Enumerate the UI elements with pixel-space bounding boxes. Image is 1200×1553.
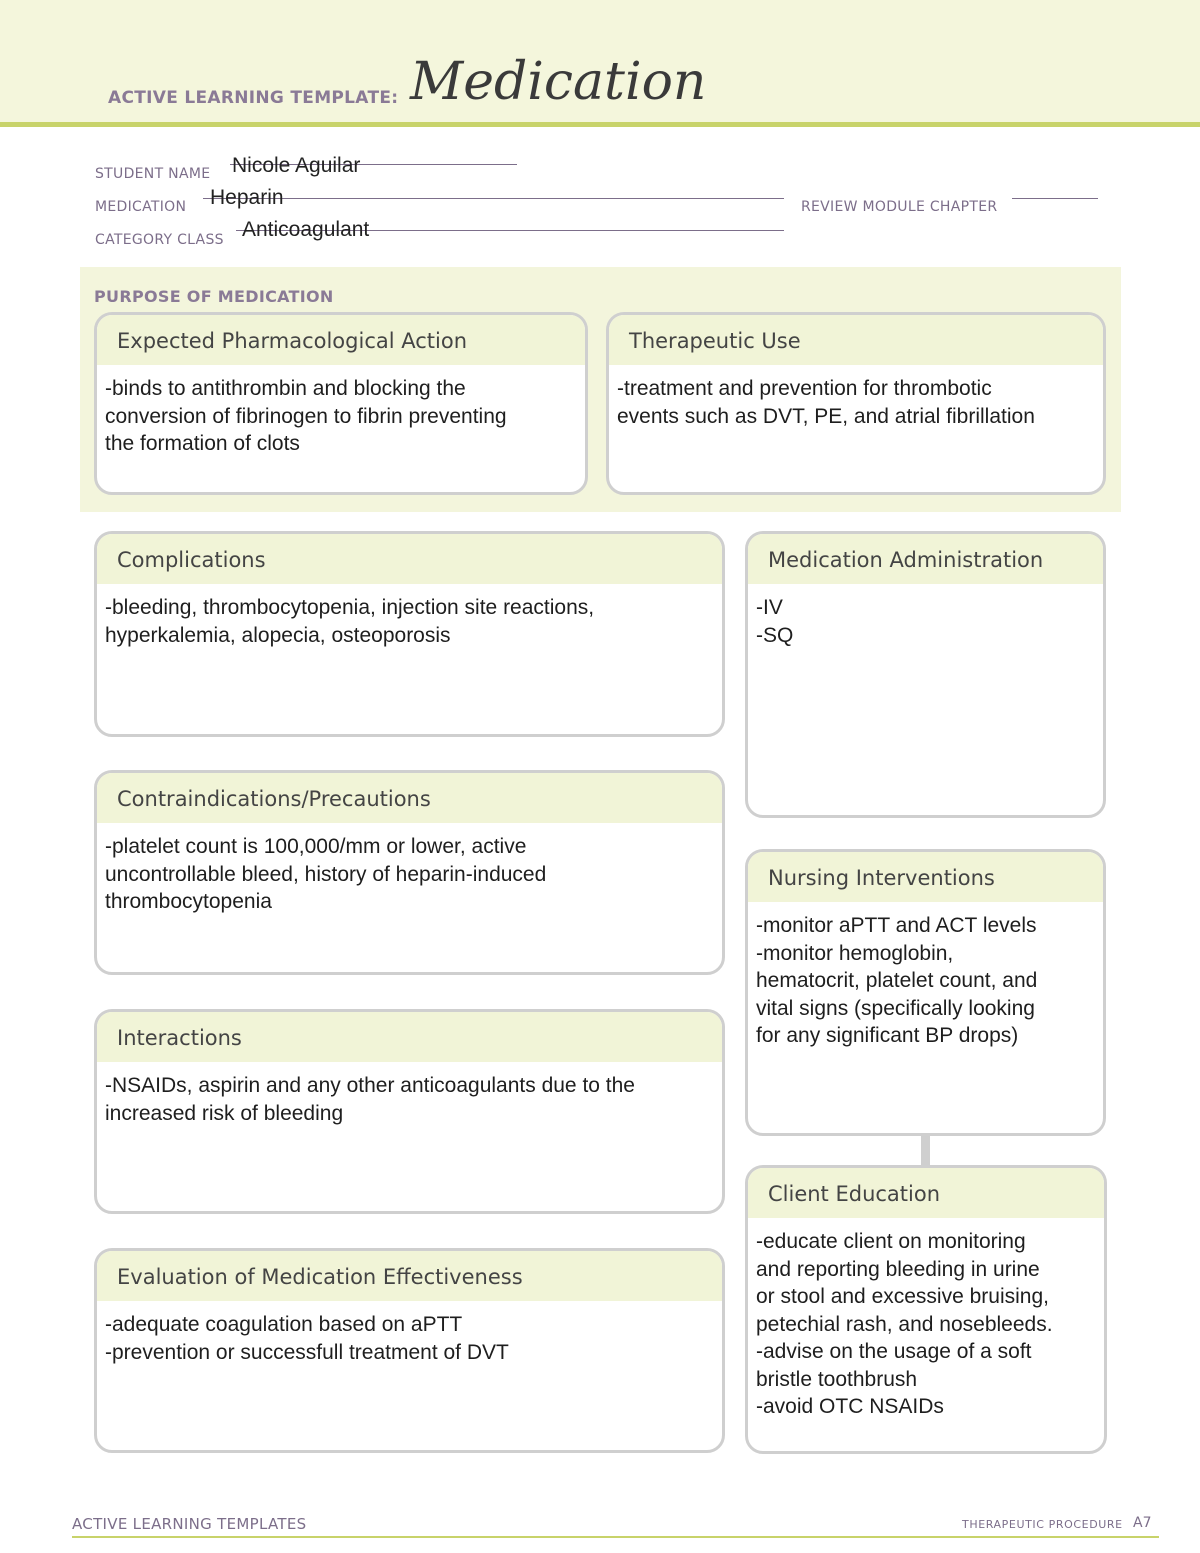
complications-text[interactable]: -bleeding, thrombocytopenia, injection site reactions, hyperkalemia, alopecia, osteoporosis	[105, 596, 595, 647]
footer-left-label: ACTIVE LEARNING TEMPLATES	[72, 1515, 307, 1533]
therapeutic-use-text[interactable]: -treatment and prevention for thrombotic events such as DVT, PE, and atrial fibrillation	[617, 377, 1035, 428]
therapeutic-use-card	[606, 312, 1106, 495]
interactions-text[interactable]: -NSAIDs, aspirin and any other anticoagulants due to the increased risk of bleeding	[105, 1074, 635, 1125]
evaluation-card	[94, 1248, 725, 1453]
therapeutic-use-heading: Therapeutic Use	[609, 315, 1103, 365]
complications-card	[94, 531, 725, 737]
footer-page-number: A7	[1133, 1515, 1152, 1531]
nursing-interventions-heading: Nursing Interventions	[748, 852, 1103, 902]
card-connector	[921, 1134, 930, 1166]
expected-action-text[interactable]: -binds to antithrombin and blocking the conversion of fibrinogen to fibrin preventing the formation of clots	[105, 377, 507, 455]
medication-line	[203, 198, 784, 199]
medication-administration-heading: Medication Administration	[748, 534, 1103, 584]
category-class-value[interactable]: Anticoagulant	[242, 218, 370, 241]
header-rule	[0, 122, 1200, 127]
medication-label: MEDICATION	[95, 199, 187, 215]
medication-value[interactable]: Heparin	[210, 186, 284, 209]
footer-right-label: THERAPEUTIC PROCEDURE	[962, 1518, 1123, 1531]
review-module-line[interactable]	[1012, 198, 1098, 199]
medication-administration-card	[745, 531, 1106, 818]
contraindications-card	[94, 770, 725, 975]
expected-action-heading: Expected Pharmacological Action	[97, 315, 585, 365]
category-class-label: CATEGORY CLASS	[95, 232, 224, 248]
expected-action-card	[94, 312, 588, 495]
template-title: Medication	[410, 52, 707, 112]
complications-heading: Complications	[97, 534, 722, 584]
contraindications-heading: Contraindications/Precautions	[97, 773, 722, 823]
evaluation-heading: Evaluation of Medication Effectiveness	[97, 1251, 722, 1301]
template-label: ACTIVE LEARNING TEMPLATE:	[108, 88, 399, 108]
nursing-interventions-card	[745, 849, 1106, 1136]
client-education-text[interactable]: -educate client on monitoring and reporting bleeding in urine or stool and excessive bruising, petechial rash, and nosebleeds. -advise on the usage of a soft bristle toothbrush -avoid OTC NSAIDs	[756, 1230, 1053, 1418]
purpose-title: PURPOSE OF MEDICATION	[94, 287, 334, 306]
interactions-heading: Interactions	[97, 1012, 722, 1062]
client-education-card	[745, 1165, 1107, 1454]
medication-administration-text[interactable]: -IV -SQ	[756, 596, 794, 647]
interactions-card	[94, 1009, 725, 1214]
review-module-label: REVIEW MODULE CHAPTER	[801, 199, 998, 215]
student-name-value[interactable]: Nicole Aguilar	[232, 154, 361, 177]
client-education-heading: Client Education	[748, 1168, 1104, 1218]
contraindications-text[interactable]: -platelet count is 100,000/mm or lower, active uncontrollable bleed, history of heparin-induced thrombocytopenia	[105, 835, 547, 913]
student-name-label: STUDENT NAME	[95, 166, 211, 182]
evaluation-text[interactable]: -adequate coagulation based on aPTT -prevention or successfull treatment of DVT	[105, 1313, 509, 1364]
footer-rule	[72, 1536, 1159, 1538]
nursing-interventions-text[interactable]: -monitor aPTT and ACT levels -monitor hemoglobin, hematocrit, platelet count, and vital signs (specifically looking for any significant BP drops)	[756, 914, 1038, 1047]
